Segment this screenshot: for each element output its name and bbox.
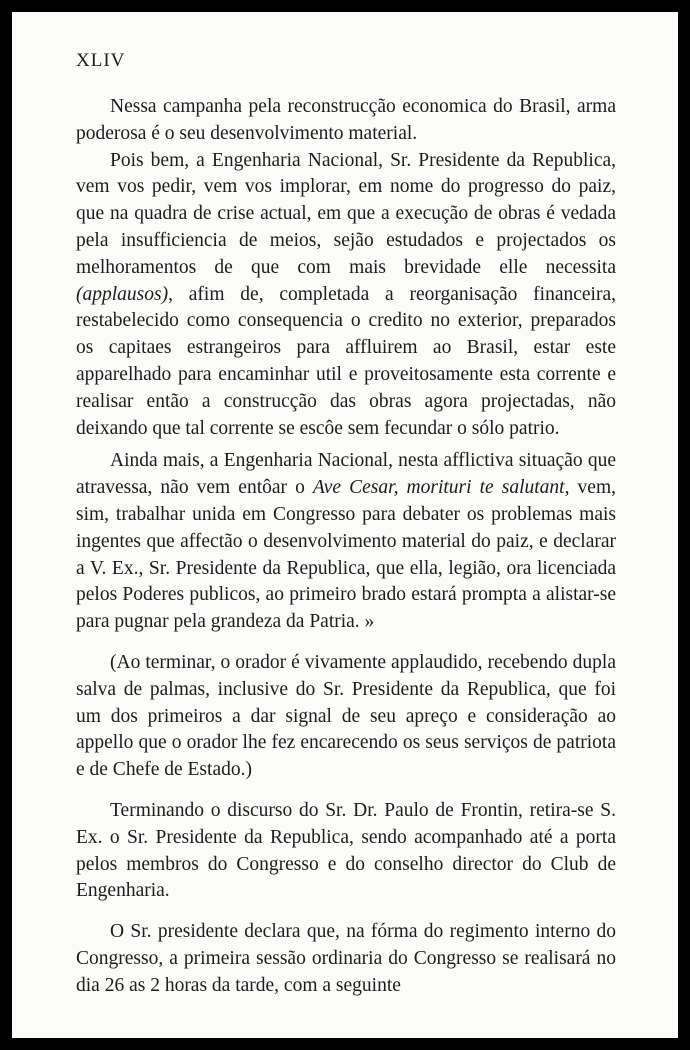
paragraph-ave-cesar — [76, 448, 616, 636]
text-segment: , afim de, completada a reorganisação financeira, restabelecido como consequencia o credito no exterior, preparados os capitaes estrangeiros para affluirem ao Brasil, estar este apparelhado para encaminhar util e proveitosamente esta corrente e realisar então a construcção das obras agora projectadas, não deixando que tal corrente se escôe sem fecundar o sólo patrio. — [76, 283, 616, 439]
italic-segment: Ave Cesar, morituri te salutant — [312, 477, 565, 499]
paragraph-next-session: O Sr. presidente declara que, na fórma do regimento interno do Congresso, a primeira sessão ordinaria do Congresso se realisará no dia 26 as 2 horas da tarde, com a seguinte — [76, 921, 616, 996]
text-segment: Pois bem, a Engenharia Nacional, Sr. Presidente da Republica, vem vos pedir, vem vos implorar, em nome do progresso do paiz, que na quadra de crise actual, em que a execução de obras é vedada pela insufficiencia de meios, sejão estudados e projectados os melhoramentos de que com mais brevidade elle necessita — [76, 149, 616, 278]
text-segment: Ainda mais, a Engenharia Nacional, nesta afflictiva situação que atravessa, não vem entôar o — [76, 450, 616, 499]
text-segment: , vem, sim, trabalhar unida em Congresso para debater os problemas mais ingentes que affectão o desenvolvimento material do paiz, e declarar a V. Ex., Sr. Presidente da Republica, que ella, legião, ora licenciada pelos Poderes publicos, ao primeiro brado estará prompta a alistar-se para pugnar pela grandeza da Patria. » — [76, 477, 617, 633]
paragraph-applause-note: (Ao terminar, o orador é vivamente applaudido, recebendo dupla salva de palmas, inclusive do Sr. Presidente da Republica, que foi um dos primeiros a dar signal de seu apreço e consideração ao appello que o orador lhe fez encarecendo os seus serviços de patriota e de Chefe de Estado.) — [76, 651, 616, 781]
paragraph-engenharia-request — [76, 148, 616, 443]
book-page — [12, 12, 678, 1038]
paragraph-campaign: Nessa campanha pela reconstrucção economica do Brasil, arma poderosa é o seu desenvolvimento material. — [76, 96, 616, 144]
page-number: XLIV — [76, 50, 126, 71]
italic-segment: (applausos) — [76, 283, 169, 305]
paragraph-president-departs: Terminando o discurso do Sr. Dr. Paulo de Frontin, retira-se S. Ex. o Sr. Presidente da Republica, sendo acompanhado até a porta pelos membros do Congresso e do conselho director do Club de Engenharia. — [76, 799, 616, 902]
